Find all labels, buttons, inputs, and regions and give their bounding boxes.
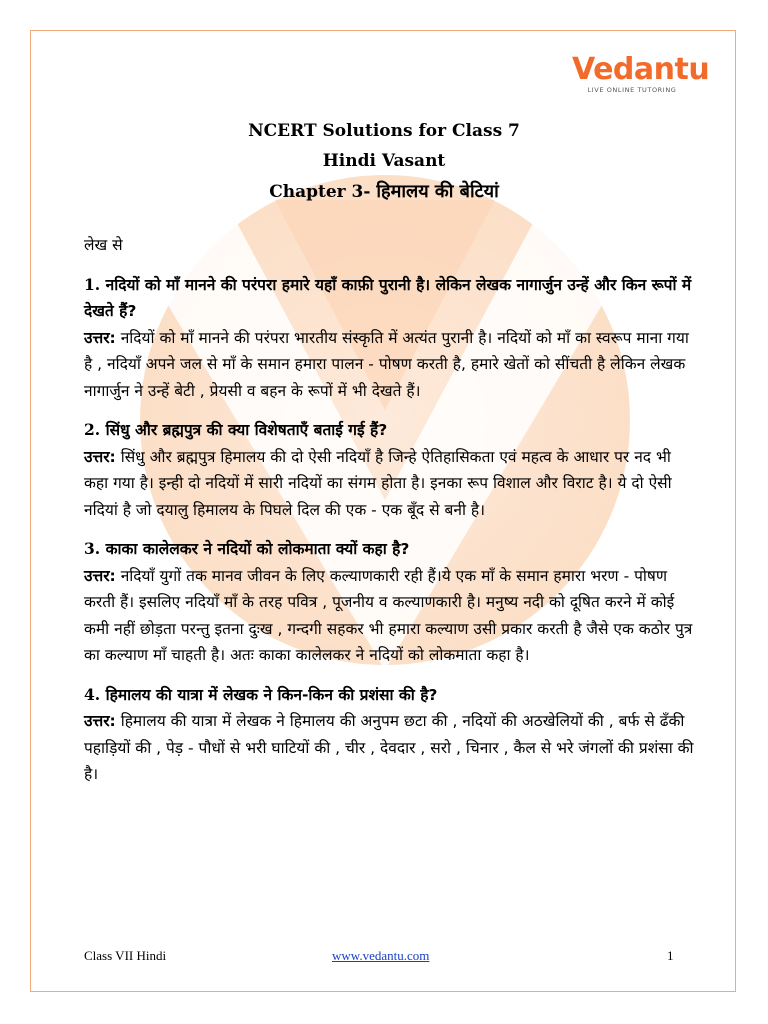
answer-text: नदियों को माँ मानने की परंपरा भारतीय संस्कृति में अत्यंत पुरानी है। नदियों को माँ का स्वरूप माना गया है , नदियाँ अपने जल से माँ के समान हमारा पालन - पोषण करती है, हमारे खेतों को सींचती है लेकिन लेखक नागार्जुन ने उन्हें बेटी , प्रेयसी व बहन के रूपों में भी देखते हैं। (84, 328, 689, 400)
vedantu-logo[interactable] (572, 52, 710, 94)
answer-text: हिमालय की यात्रा में लेखक ने हिमालय की अनुपम छटा की , नदियों की अठखेलियों की , बर्फ से ढँकी पहाड़ियों की , पेड़ - पौधों से भरी घाटियों की , चीर , देवदार , सरो , चिनार , कैल से भरे जंगलों की प्रशंसा की है। (84, 712, 694, 783)
document-title: NCERT Solutions for Class 7 (248, 121, 520, 141)
question-text: नदियों को माँ मानने की परंपरा हमारे यहाँ काफ़ी पुरानी है। लेकिन लेखक नागार्जुन उन्हें और किन रूपों में देखते हैं? (84, 275, 692, 320)
question-number: 3. (84, 539, 101, 558)
answer (84, 444, 696, 524)
footer-website-link[interactable]: www.vedantu.com (332, 948, 430, 963)
chapter-hindi-name: हिमालय की बेटियां (376, 181, 499, 202)
answer (84, 708, 696, 788)
answer-label: उत्तर: (84, 328, 116, 347)
answer (84, 563, 696, 669)
qa-item (84, 536, 696, 669)
answer-label: उत्तर: (84, 566, 116, 585)
question-text: काका कालेलकर ने नदियों को लोकमाता क्यों कहा है? (105, 540, 410, 558)
question (84, 272, 696, 325)
question-number: 4. (84, 684, 101, 704)
logo-wordmark: Vedantu (572, 52, 710, 87)
answer-text: सिंधु और ब्रह्मपुत्र हिमालय की दो ऐसी नदियाँ है जिन्हे ऐतिहासिकता एवं महत्व के आधार पर नद भी कहा गया है। इन्ही दो नदियों में सारी नदियों का संगम होता है। इनका रूप विशाल और विराट है। ये दो ऐसी नदियां है जो दयालु हिमालय के पिघले दिल की एक - एक बूँद से बनी है। (84, 447, 672, 519)
answer-label: उत्तर: (84, 447, 116, 466)
document-content (84, 232, 696, 801)
question-text: हिमालय की यात्रा में लेखक ने किन-किन की प्रशंसा की है? (105, 685, 438, 704)
logo-tagline: LIVE ONLINE TUTORING (587, 86, 677, 94)
footer-class-label: Class VII Hindi (84, 948, 167, 963)
page-number: 1 (667, 948, 674, 963)
question-number: 1. (84, 274, 101, 294)
qa-item (84, 272, 696, 405)
section-heading: लेख से (84, 236, 123, 254)
page-footer (84, 948, 684, 968)
qa-item (84, 682, 696, 788)
answer-label: उत्तर: (84, 712, 116, 730)
question (84, 536, 696, 563)
question (84, 682, 696, 709)
answer-text: नदियाँ युगों तक मानव जीवन के लिए कल्याणकारी रही हैं।ये एक माँ के समान हमारा भरण - पोषण करती हैं। इसलिए नदियाँ माँ के तरह पवित्र , पूजनीय व कल्याणकारी है। मनुष्य नदी को दूषित करने में कोई कमी नहीं छोड़ता परन्तु इतना दुःख , गन्दगी सहकर भी हमारा कल्याण उसी प्रकार करती है जैसे एक कठोर पुत्र का कल्याण माँ चाहती है। अतः काका कालेलकर ने नदियों को लोकमाता कहा है। (84, 566, 693, 664)
document-subtitle: Hindi Vasant (322, 151, 446, 171)
chapter-title (0, 182, 768, 202)
question-text: सिंधु और ब्रह्मपुत्र की क्या विशेषताएँ बताई गई हैं? (105, 421, 388, 439)
question (84, 417, 696, 444)
chapter-prefix: Chapter 3- (269, 182, 371, 202)
question-number: 2. (84, 420, 101, 439)
answer (84, 325, 696, 405)
document-title-block (0, 122, 768, 213)
qa-item (84, 417, 696, 523)
